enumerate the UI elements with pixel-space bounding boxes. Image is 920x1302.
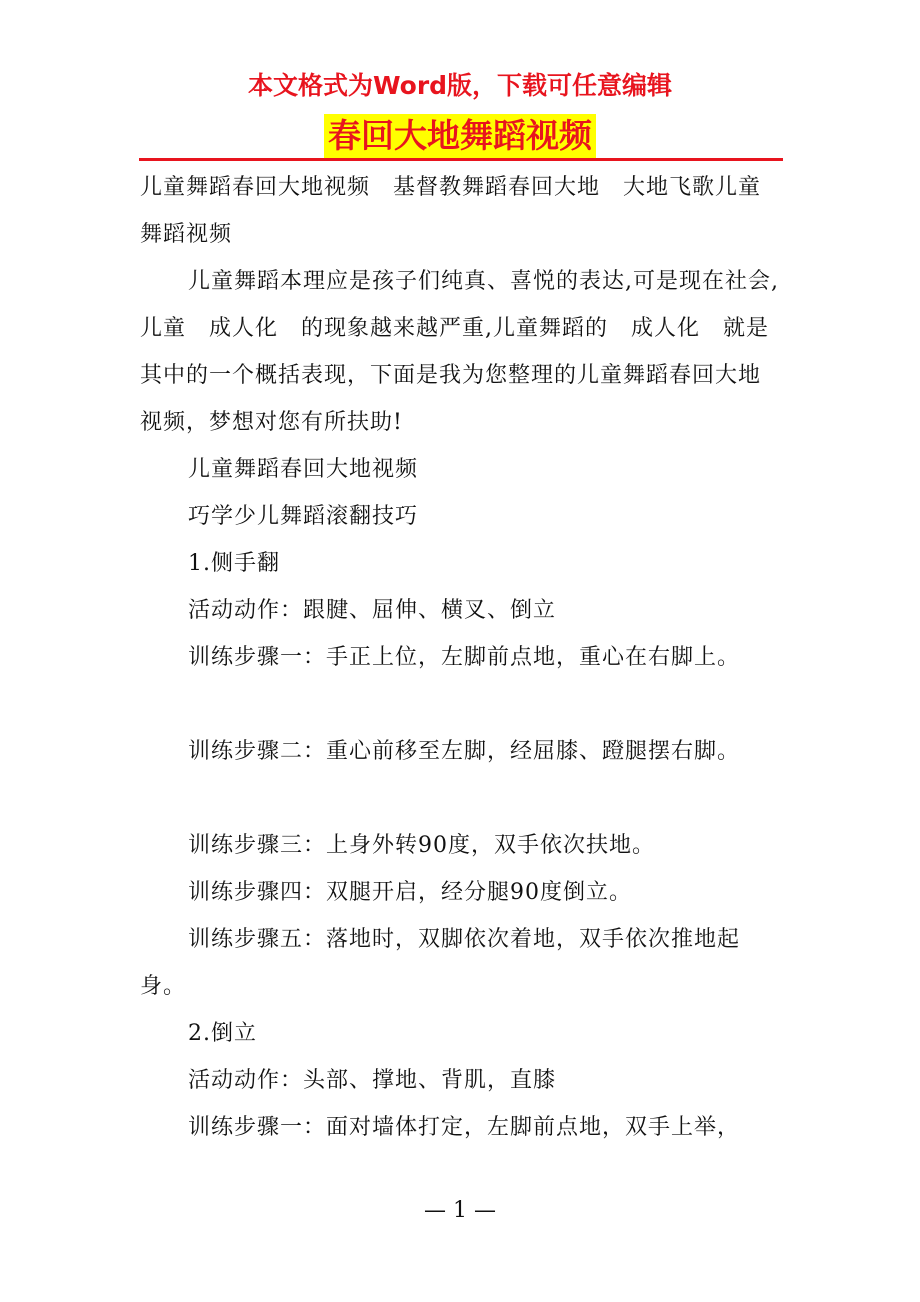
title-divider [139, 158, 783, 161]
title-container [0, 114, 920, 158]
paragraph-7: 训练步骤二：重心前移至左脚，经屈膝、蹬腿摆右脚。 [188, 739, 741, 764]
paragraph-4: 1.侧手翻 [188, 551, 280, 576]
document-body [140, 164, 782, 1151]
paragraph-9: 训练步骤四：双腿开启，经分腿90度倒立。 [188, 880, 632, 905]
paragraph-11: 2.倒立 [188, 1021, 257, 1046]
download-notice: 本文格式为Word版，下载可任意编辑 [247, 71, 673, 100]
paragraph-12: 活动动作：头部、撑地、背肌，直膝 [188, 1068, 557, 1093]
paragraph-0: 儿童舞蹈春回大地视频 基督教舞蹈春回大地 大地飞歌儿童舞蹈视频 [140, 175, 762, 247]
paragraph-2: 儿童舞蹈春回大地视频 [188, 457, 419, 482]
paragraph-6: 训练步骤一：手正上位，左脚前点地，重心在右脚上。 [188, 645, 741, 670]
paragraph-8: 训练步骤三：上身外转90度，双手依次扶地。 [188, 833, 655, 858]
paragraph-10: 训练步骤五：落地时，双脚依次着地，双手依次推地起身。 [140, 927, 741, 999]
paragraph-3: 巧学少儿舞蹈滚翻技巧 [188, 504, 419, 529]
document-title: 春回大地舞蹈视频 [324, 114, 596, 158]
paragraph-1: 儿童舞蹈本理应是孩子们纯真、喜悦的表达,可是现在社会,儿童 成人化 的现象越来越严重,儿童舞蹈的 成人化 就是其中的一个概括表现，下面是我为您整理的儿童舞蹈春回大地视频，梦想对您有所扶助! [140, 269, 779, 435]
paragraph-5: 活动动作：跟腱、屈伸、横叉、倒立 [188, 598, 557, 623]
paragraph-13: 训练步骤一：面对墙体打定，左脚前点地，双手上举， [188, 1115, 741, 1140]
page-number: — 1 — [424, 1198, 496, 1223]
